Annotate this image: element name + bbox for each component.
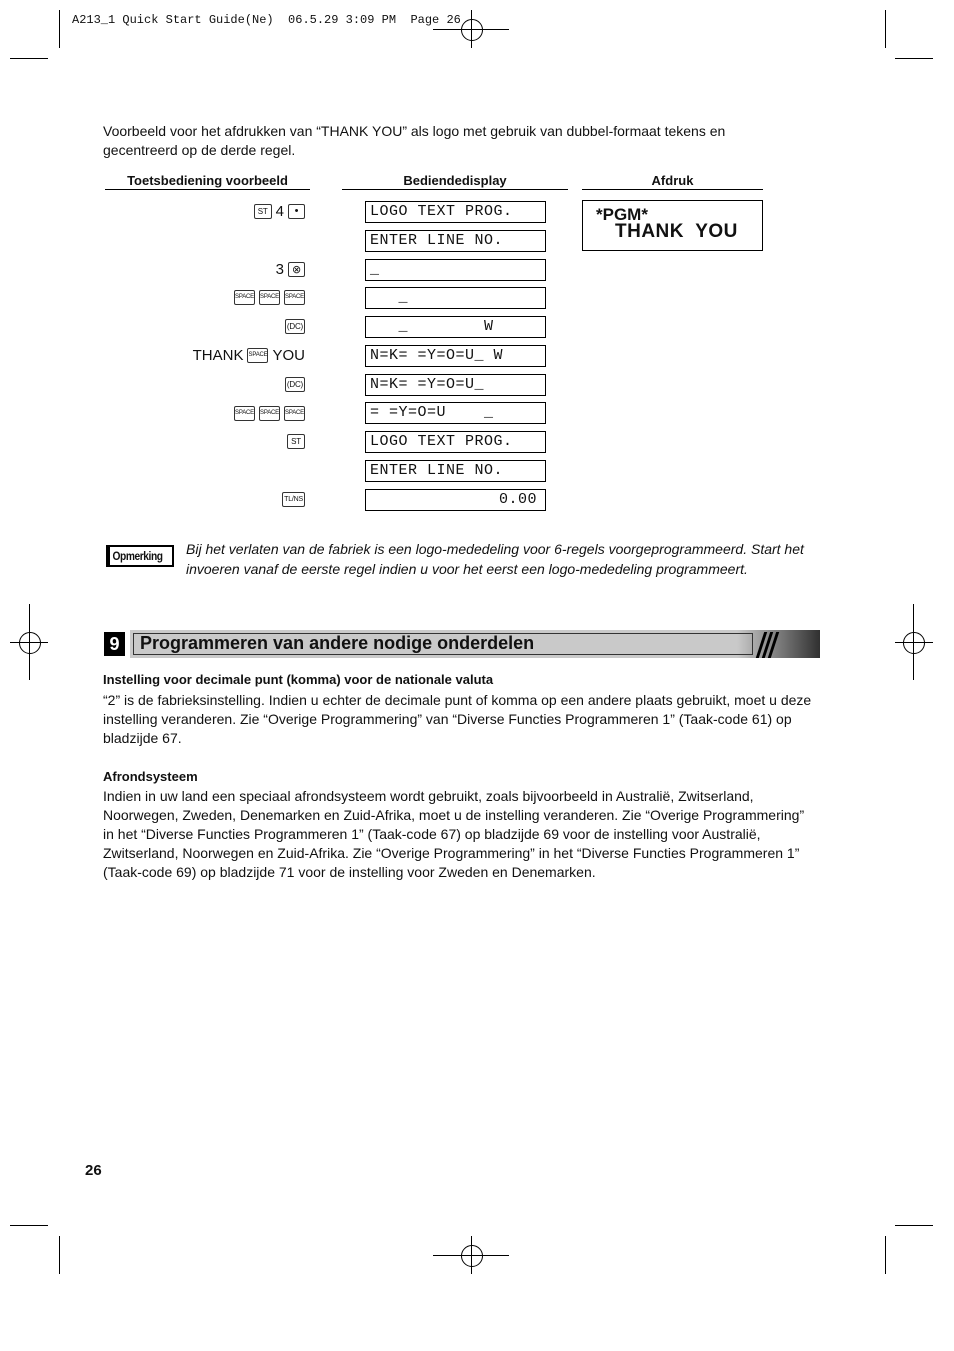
col-head-display: Bediendedisplay bbox=[342, 173, 568, 190]
space-key: SPACE bbox=[259, 290, 280, 305]
dot-key: • bbox=[288, 204, 305, 219]
multiply-key: ⊗ bbox=[288, 262, 305, 277]
num-4: 4 bbox=[275, 202, 284, 220]
display-line: 0.00 bbox=[365, 489, 546, 511]
note-badge bbox=[106, 545, 174, 567]
page-number: 26 bbox=[85, 1162, 102, 1179]
display-line: ENTER LINE NO. bbox=[365, 230, 546, 252]
text-thank: THANK bbox=[192, 346, 244, 364]
space-key: SPACE bbox=[259, 406, 280, 421]
section-number: 9 bbox=[104, 632, 125, 656]
section-title: Programmeren van andere nodige onderdelen bbox=[140, 633, 535, 653]
display-line: N=K= =Y=O=U_ bbox=[365, 374, 546, 396]
space-key: SPACE bbox=[284, 290, 305, 305]
space-key: SPACE bbox=[284, 406, 305, 421]
st-key: ST bbox=[254, 204, 272, 219]
subsection-text-rounding: Indien in uw land een speciaal afrondsysteem wordt gebruikt, zoals bijvoorbeeld in Australië, Zwitserland, Noorwegen, Zweden, Denemarken en Zuid-Afrika, moet u de instelling veranderen. Zie “Overige Programmering” in het “Diverse Functies Programmeren 1” (Taak-code 67) op bladzijde 69 voor de instelling voor Australië, Zwitserland, Noorwegen en Zuid-Afrika. Zie “Overige Programmering” in het “Diverse Functies Programmeren 1” (Taak-code 69) op bladzijde 71 voor de instelling voor Zweden en Denemarken. bbox=[103, 788, 805, 880]
display-line: _ bbox=[365, 259, 546, 281]
col-head-print: Afdruk bbox=[582, 173, 763, 190]
key-row-1 bbox=[254, 201, 305, 221]
subsection-heading-rounding: Afrondsysteem bbox=[103, 769, 198, 784]
file-header: A213_1 Quick Start Guide(Ne) 06.5.29 3:09 PM Page 26 bbox=[72, 13, 461, 27]
st-key: ST bbox=[287, 434, 305, 449]
space-key: SPACE bbox=[247, 348, 268, 363]
subsection-text-decimal: “2” is de fabrieksinstelling. Indien u echter de decimale punt of komma op een andere plaats gebruikt, moet u deze instelling veranderen. Zie “Overige Programmering” van “Diverse Functies Programmeren 1” (Taak-code 61) op bladzijde 67. bbox=[103, 692, 812, 746]
display-line: ENTER LINE NO. bbox=[365, 460, 546, 482]
dc-key: (DC) bbox=[285, 377, 305, 392]
num-3: 3 bbox=[275, 260, 284, 278]
display-line: _ W bbox=[365, 316, 546, 338]
key-row-9 bbox=[282, 489, 305, 509]
col-head-keys: Toetsbediening voorbeeld bbox=[105, 173, 310, 190]
display-line: N=K= =Y=O=U_ W bbox=[365, 345, 546, 367]
printout-line-1: *PGM* bbox=[596, 205, 648, 224]
printout-line-2: THANK YOU bbox=[615, 221, 738, 242]
space-key: SPACE bbox=[234, 290, 255, 305]
key-row-5 bbox=[193, 345, 305, 365]
key-row-7 bbox=[234, 403, 305, 423]
key-row-4 bbox=[285, 316, 305, 336]
space-key: SPACE bbox=[234, 406, 255, 421]
key-row-3 bbox=[234, 287, 305, 307]
note-text: Bij het verlaten van de fabriek is een logo-mededeling voor 6-regels voorgeprogrammeerd. Start het invoeren vanaf de eerste regel indien u voor het eerst een logo-mededeling programmeert. bbox=[186, 541, 804, 577]
tlns-key: TL/NS bbox=[282, 492, 305, 507]
note-badge-label: Opmerking bbox=[112, 549, 163, 563]
intro-paragraph: Voorbeeld voor het afdrukken van “THANK YOU” als logo met gebruik van dubbel-formaat tekens en gecentreerd op de derde regel. bbox=[103, 123, 726, 158]
display-line: LOGO TEXT PROG. bbox=[365, 201, 546, 223]
display-line: = =Y=O=U _ bbox=[365, 402, 546, 424]
key-row-8 bbox=[287, 431, 305, 451]
subsection-heading-decimal: Instelling voor decimale punt (komma) voor de nationale valuta bbox=[103, 672, 494, 687]
key-row-2 bbox=[276, 259, 305, 279]
display-line: LOGO TEXT PROG. bbox=[365, 431, 546, 453]
display-line: _ bbox=[365, 287, 546, 309]
key-row-6 bbox=[285, 374, 305, 394]
text-you: YOU bbox=[272, 346, 305, 364]
dc-key: (DC) bbox=[285, 319, 305, 334]
